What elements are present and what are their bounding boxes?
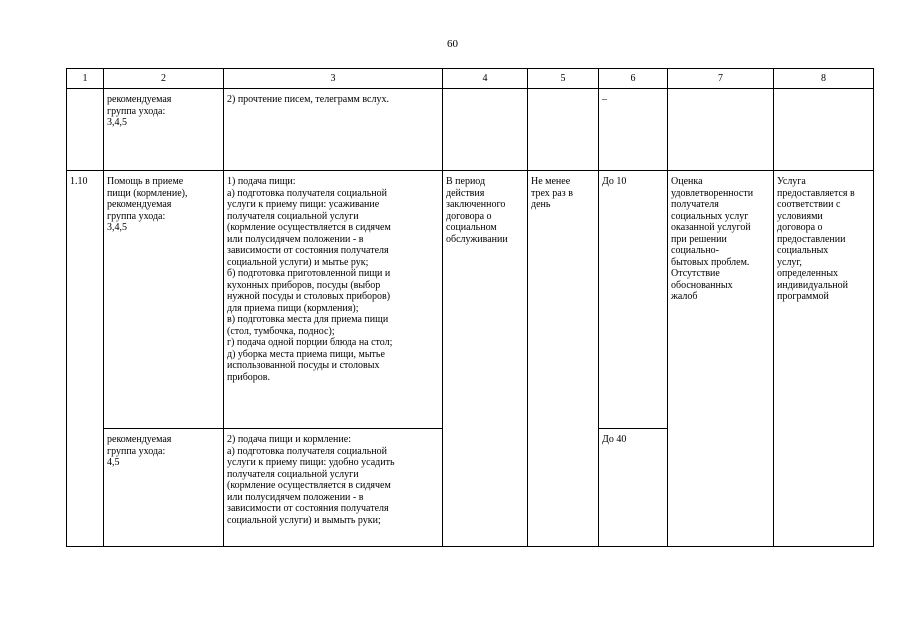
header-cell-7: 7 xyxy=(668,69,774,89)
header-cell-5: 5 xyxy=(528,69,599,89)
row2-time-cell: До 10 xyxy=(599,171,668,429)
row3-description-cell: 2) подача пищи и кормление: а) подготовка получателя социальной услуги к приему пищи: удобно усадить получателя социальной услуги (кормление осуществляется в сидячем или полусидячем положении - в зависимости от состояния получателя социальной услуги) и вымыть руки; xyxy=(224,429,443,547)
row3-service-name-cell: рекомендуемая группа ухода: 4,5 xyxy=(104,429,224,547)
row2-period-cell: В период действия заключенного договора о социальном обслуживании xyxy=(443,171,528,547)
row1-time-cell: – xyxy=(599,89,668,171)
header-row xyxy=(67,69,874,89)
header-cell-1: 1 xyxy=(67,69,104,89)
row1-service-name-cell: рекомендуемая группа ухода: 3,4,5 xyxy=(104,89,224,171)
row1-conditions-cell xyxy=(774,89,874,171)
row2-quality-cell: Оценка удовлетворенности получателя социальных услуг оказанной услугой при решении социально- бытовых проблем. Отсутствие обоснованных жалоб xyxy=(668,171,774,547)
row2-conditions-cell: Услуга предоставляется в соответствии с условиями договора о предоставлении социальных услуг, определенных индивидуальной программой xyxy=(774,171,874,547)
header-cell-2: 2 xyxy=(104,69,224,89)
header-cell-8: 8 xyxy=(774,69,874,89)
header-cell-6: 6 xyxy=(599,69,668,89)
row1-frequency-cell xyxy=(528,89,599,171)
row2-description-cell: 1) подача пищи: а) подготовка получателя социальной услуги к приему пищи: усаживание получателя социальной услуги (кормление осуществляется в сидячем или полусидячем положении - в зависимости от состояния получателя социальной услуги) и мытье рук; б) подготовка приготовленной пищи и кухонных приборов, посуды (выбор нужной посуды и столовых приборов) для приема пищи (кормления); в) подготовка места для приема пищи (стол, тумбочка, поднос); г) подача одной порции блюда на стол; д) уборка места приема пищи, мытье использованной посуды и столовых приборов. xyxy=(224,171,443,429)
row3-time-cell: До 40 xyxy=(599,429,668,547)
row1-period-cell xyxy=(443,89,528,171)
services-table xyxy=(66,68,874,547)
row2-frequency-cell: Не менее трех раз в день xyxy=(528,171,599,547)
row2-service-name-cell: Помощь в приеме пищи (кормление), рекомендуемая группа ухода: 3,4,5 xyxy=(104,171,224,429)
row1-description-cell: 2) прочтение писем, телеграмм вслух. xyxy=(224,89,443,171)
header-cell-3: 3 xyxy=(224,69,443,89)
table-row xyxy=(67,89,874,171)
row1-number-cell xyxy=(67,89,104,171)
row2-number-cell: 1.10 xyxy=(67,171,104,547)
table-row xyxy=(67,171,874,429)
row1-quality-cell xyxy=(668,89,774,171)
page-number: 60 xyxy=(447,38,458,50)
header-cell-4: 4 xyxy=(443,69,528,89)
